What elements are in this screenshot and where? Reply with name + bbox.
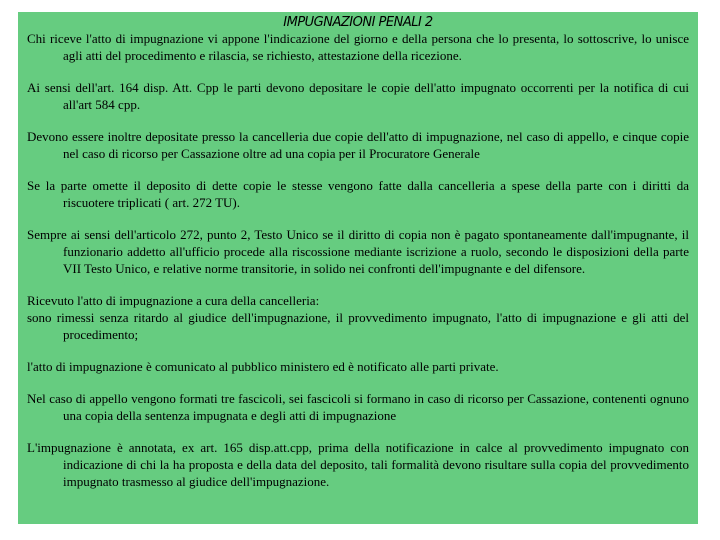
paragraph-copies-deposit: Ai sensi dell'art. 164 disp. Att. Cpp le parti devono depositare le copie dell'atto impugnato occorrenti per la notifica di cui all'art 584 cpp. bbox=[27, 80, 689, 112]
page-title: IMPUGNAZIONI PENALI 2 bbox=[283, 15, 433, 30]
paragraph-receipt: Chi riceve l'atto di impugnazione vi appone l'indicazione del giorno e della persona che lo presenta, lo sottoscrive, lo unisce agli atti del procedimento e rilascia, se richiesto, attestazione della ricezione. bbox=[27, 31, 689, 63]
paragraph-copy-rights: Sempre ai sensi dell'articolo 272, punto 2, Testo Unico se il diritto di copia non è pagato spontaneamente dall'impugnante, il funzionario addetto all'ufficio procede alla riscossione mediante iscrizione a ruolo, secondo le disposizioni della parte VII Testo Unico, e relative norme transitorie, in solido nei confronti dell'impugnante e del difensore. bbox=[27, 227, 689, 276]
paragraph-cancelleria-copies: Devono essere inoltre depositate presso la cancelleria due copie dell'atto di impugnazione, nel caso di appello, e cinque copie nel caso di ricorso per Cassazione oltre ad una copia per il Procuratore Generale bbox=[27, 129, 689, 161]
paragraph-annotation: L'impugnazione è annotata, ex art. 165 disp.att.cpp, prima della notificazione in calce al provvedimento impugnato con indicazione di chi la ha proposta e della data del deposito, tali formalità devono risultare sulla copia del provvedimento impugnato trasmesso al giudice dell'impugnazione. bbox=[27, 440, 689, 489]
paragraph-dossiers: Nel caso di appello vengono formati tre fascicoli, sei fascicoli si formano in caso di ricorso per Cassazione, contenenti ognuno una copia della sentenza impugnata e degli atti di impugnazione bbox=[27, 391, 689, 423]
paragraph-omitted-deposit: Se la parte omette il deposito di dette copie le stesse vengono fatte dalla cancelleria a spese della parte con i diritti da riscuotere triplicati ( art. 272 TU). bbox=[27, 178, 689, 210]
paragraph-communication: l'atto di impugnazione è comunicato al pubblico ministero ed è notificato alle parti private. bbox=[27, 359, 499, 374]
reception-line-2: sono rimessi senza ritardo al giudice dell'impugnazione, il provvedimento impugnato, l'atto di impugnazione e gli atti del procedimento; bbox=[27, 310, 689, 342]
reception-line-1: Ricevuto l'atto di impugnazione a cura della cancelleria: bbox=[27, 293, 320, 308]
paragraph-reception bbox=[27, 292, 689, 343]
slide-panel bbox=[18, 12, 698, 524]
